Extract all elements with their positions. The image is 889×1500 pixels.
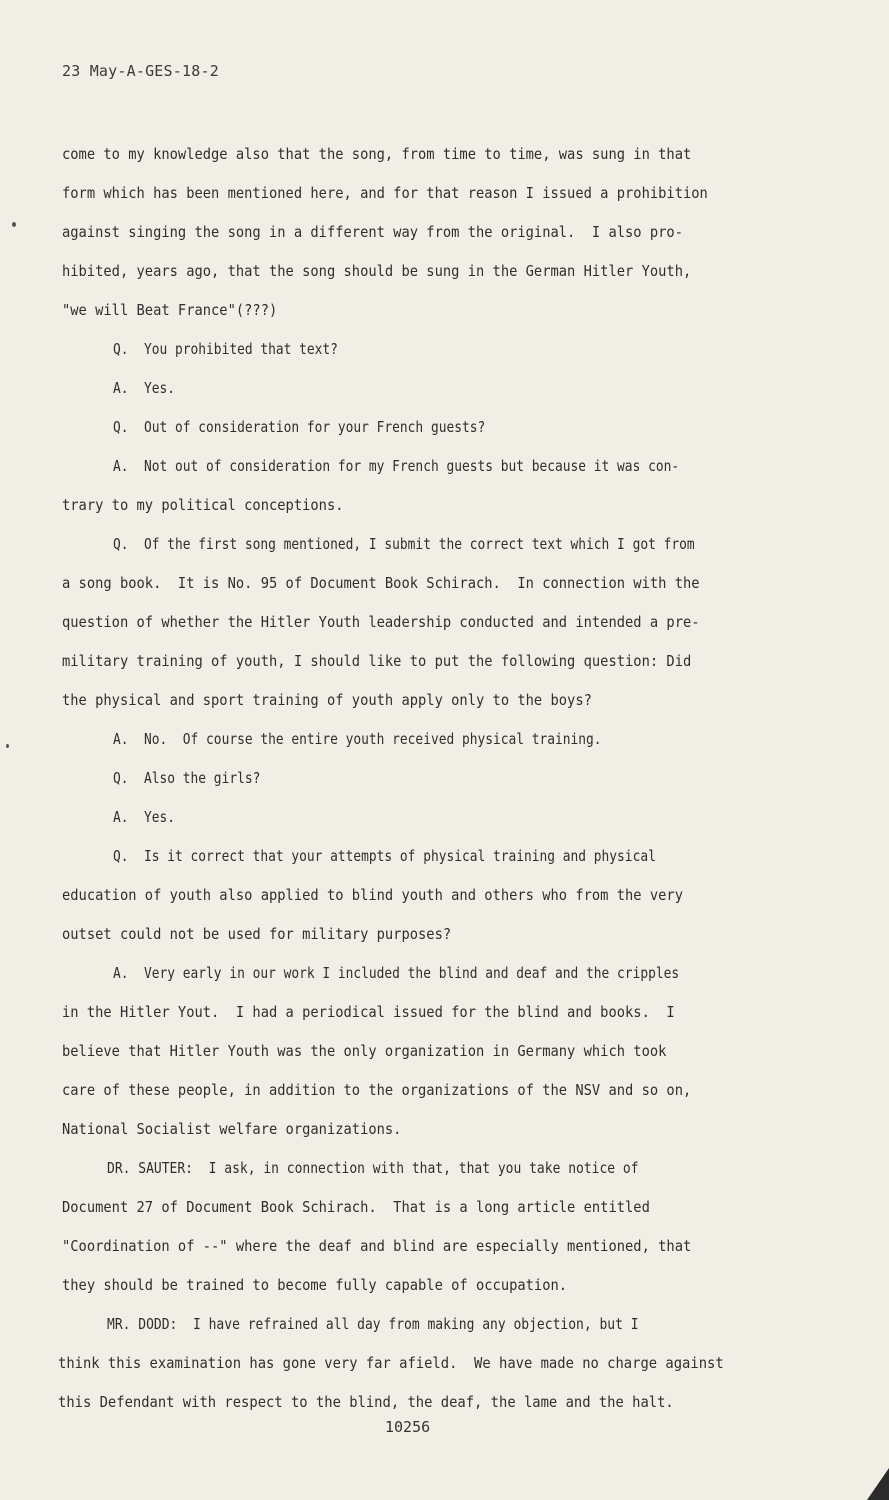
page-reference: 23 May-A-GES-18-2 bbox=[62, 62, 219, 80]
text-line: trary to my political conceptions. bbox=[62, 496, 344, 514]
text-line: Q. Out of consideration for your French guests? bbox=[113, 418, 486, 436]
text-line: hibited, years ago, that the song should be sung in the German Hitler Youth, bbox=[62, 262, 692, 280]
text-line: this Defendant with respect to the blind, the deaf, the lame and the halt. bbox=[58, 1393, 674, 1411]
text-line: the physical and sport training of youth apply only to the boys? bbox=[62, 691, 592, 709]
text-line: A. Not out of consideration for my French guests but because it was con- bbox=[113, 457, 680, 475]
text-line: A. Very early in our work I included the blind and deaf and the cripples bbox=[113, 964, 680, 982]
text-line: A. No. Of course the entire youth received physical training. bbox=[113, 730, 602, 748]
text-line: question of whether the Hitler Youth leadership conducted and intended a pre- bbox=[62, 613, 700, 631]
text-line: Q. You prohibited that text? bbox=[113, 340, 338, 358]
text-line: in the Hitler Yout. I had a periodical issued for the blind and books. I bbox=[62, 1003, 675, 1021]
text-line: a song book. It is No. 95 of Document Book Schirach. In connection with the bbox=[62, 574, 700, 592]
text-line: come to my knowledge also that the song, from time to time, was sung in that bbox=[62, 145, 692, 163]
text-line: MR. DODD: I have refrained all day from making any objection, but I bbox=[107, 1315, 639, 1333]
page-number: 10256 bbox=[385, 1418, 431, 1436]
ink-speck bbox=[6, 744, 9, 748]
text-line: Document 27 of Document Book Schirach. That is a long article entitled bbox=[62, 1198, 650, 1216]
text-line: outset could not be used for military purposes? bbox=[62, 925, 452, 943]
text-line: form which has been mentioned here, and for that reason I issued a prohibition bbox=[62, 184, 708, 202]
text-line: against singing the song in a different way from the original. I also pro- bbox=[62, 223, 683, 241]
transcript-body bbox=[0, 141, 889, 1428]
ink-speck bbox=[12, 222, 16, 227]
text-line: Q. Is it correct that your attempts of physical training and physical bbox=[113, 847, 656, 865]
text-line: National Socialist welfare organizations. bbox=[62, 1120, 402, 1138]
text-line: A. Yes. bbox=[113, 808, 176, 826]
text-line: A. Yes. bbox=[113, 379, 176, 397]
text-line: think this examination has gone very far afield. We have made no charge against bbox=[58, 1354, 724, 1372]
text-line: care of these people, in addition to the organizations of the NSV and so on, bbox=[62, 1081, 692, 1099]
text-line: Q. Also the girls? bbox=[113, 769, 261, 787]
text-line: they should be trained to become fully capable of occupation. bbox=[62, 1276, 568, 1294]
text-line: "we will Beat France"(???) bbox=[62, 301, 278, 319]
text-line: military training of youth, I should like to put the following question: Did bbox=[62, 652, 692, 670]
text-line: education of youth also applied to blind youth and others who from the very bbox=[62, 886, 683, 904]
page-corner-fold bbox=[867, 1468, 889, 1500]
text-line: believe that Hitler Youth was the only organization in Germany which took bbox=[62, 1042, 667, 1060]
text-line: DR. SAUTER: I ask, in connection with that, that you take notice of bbox=[107, 1159, 639, 1177]
text-line: Q. Of the first song mentioned, I submit the correct text which I got from bbox=[113, 535, 695, 553]
text-line: "Coordination of --" where the deaf and blind are especially mentioned, that bbox=[62, 1237, 692, 1255]
